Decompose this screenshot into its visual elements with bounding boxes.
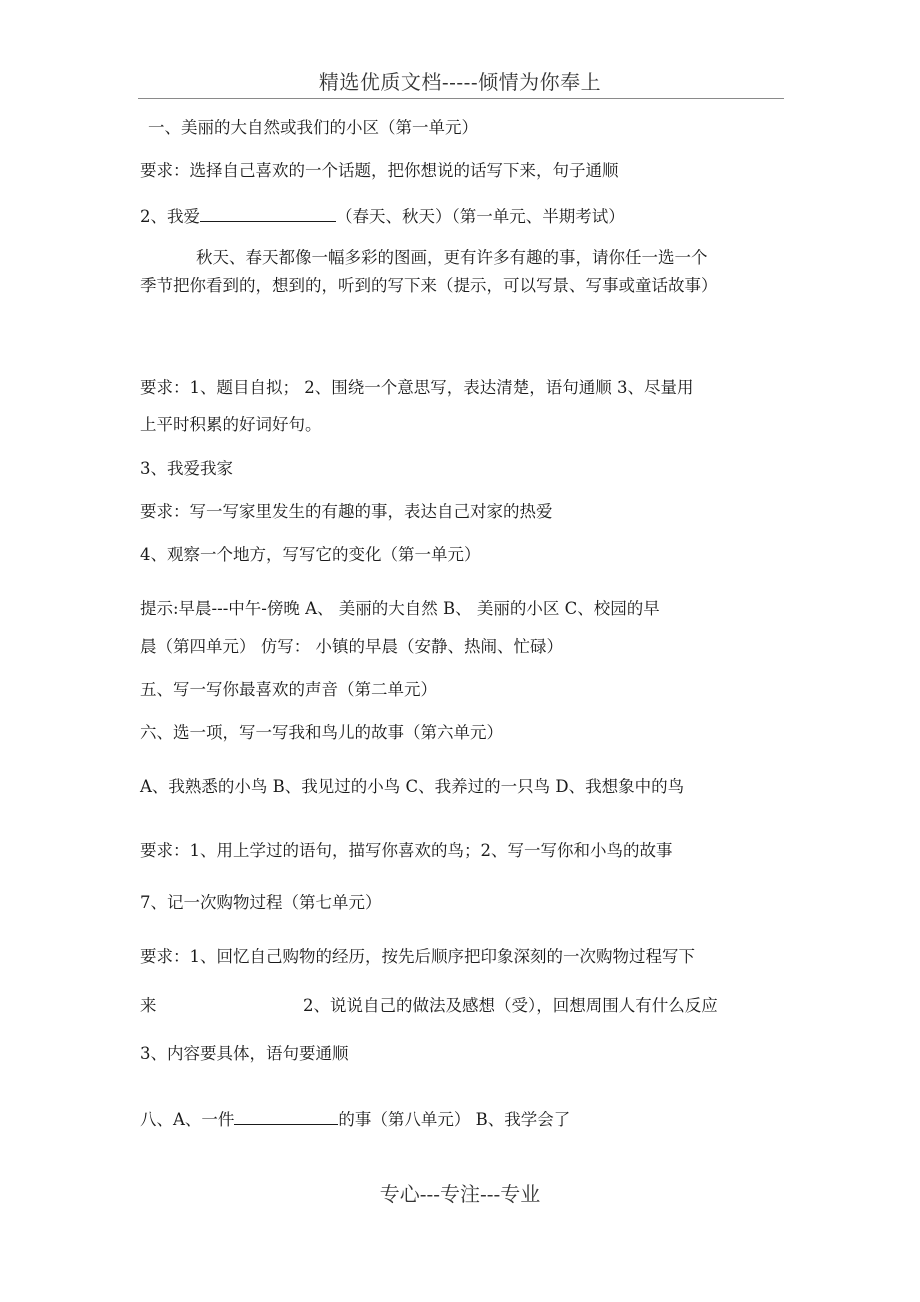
section8-title-suffix: 的事（第八单元） B、我学会了 — [338, 1110, 571, 1129]
header-divider — [138, 98, 784, 99]
section2-title-suffix: （春天、秋天）（第一单元、半期考试） — [336, 207, 625, 226]
section7-requirement-line2-end: 2、说说自己的做法及感想（受），回想周围人有什么反应 — [303, 996, 718, 1015]
section8-title — [140, 1107, 570, 1131]
section3-requirement: 要求：写一写家里发生的有趣的事，表达自己对家的热爱 — [140, 502, 553, 521]
fill-in-blank — [234, 1107, 338, 1125]
section2-title — [140, 204, 625, 228]
page-footer: 专心---专注---专业 — [379, 1182, 541, 1206]
section1-requirement: 要求：选择自己喜欢的一个话题，把你想说的话写下来，句子通顺 — [140, 161, 619, 180]
section6-title: 六、选一项，写一写我和鸟儿的故事（第六单元） — [140, 723, 503, 742]
section4-hint-line1: 提示:早晨---中午-傍晚 A、 美丽的大自然 B、 美丽的小区 C、校园的早 — [140, 599, 660, 618]
section4-title: 4、观察一个地方，写写它的变化（第一单元） — [140, 545, 481, 564]
page-header: 精选优质文档-----倾情为你奉上 — [318, 70, 602, 94]
section7-requirement-line3: 3、内容要具体，语句要通顺 — [140, 1044, 349, 1063]
section1-title: 一、美丽的大自然或我们的小区（第一单元） — [148, 118, 478, 137]
section6-requirement: 要求：1、用上学过的语句，描写你喜欢的鸟；2、写一写你和小鸟的故事 — [140, 841, 673, 860]
section2-title-prefix: 2、我爱 — [140, 207, 200, 226]
section8-title-prefix: 八、A、一件 — [140, 1110, 235, 1129]
section7-requirement-line1: 要求：1、回忆自己购物的经历，按先后顺序把印象深刻的一次购物过程写下 — [140, 947, 695, 966]
section6-options: A、我熟悉的小鸟 B、我见过的小鸟 C、我养过的一只鸟 D、我想象中的鸟 — [140, 777, 685, 796]
section2-description-line2: 季节把你看到的，想到的，听到的写下来（提示，可以写景、写事或童话故事） — [140, 276, 718, 295]
fill-in-blank — [200, 204, 336, 222]
section2-requirement-line2: 上平时积累的好词好句。 — [140, 415, 322, 434]
section3-title: 3、我爱我家 — [140, 459, 233, 478]
section5-title: 五、写一写你最喜欢的声音（第二单元） — [140, 680, 437, 699]
section7-title: 7、记一次购物过程（第七单元） — [140, 893, 382, 912]
section2-description-line1: 秋天、春天都像一幅多彩的图画，更有许多有趣的事，请你任一选一个 — [196, 248, 708, 267]
section2-requirement-line1: 要求：1、题目自拟； 2、围绕一个意思写，表达清楚，语句通顺 3、尽量用 — [140, 378, 694, 397]
section4-hint-line2: 晨（第四单元） 仿写： 小镇的早晨（安静、热闹、忙碌） — [140, 637, 563, 656]
section7-requirement-line2-start: 来 — [140, 996, 157, 1015]
